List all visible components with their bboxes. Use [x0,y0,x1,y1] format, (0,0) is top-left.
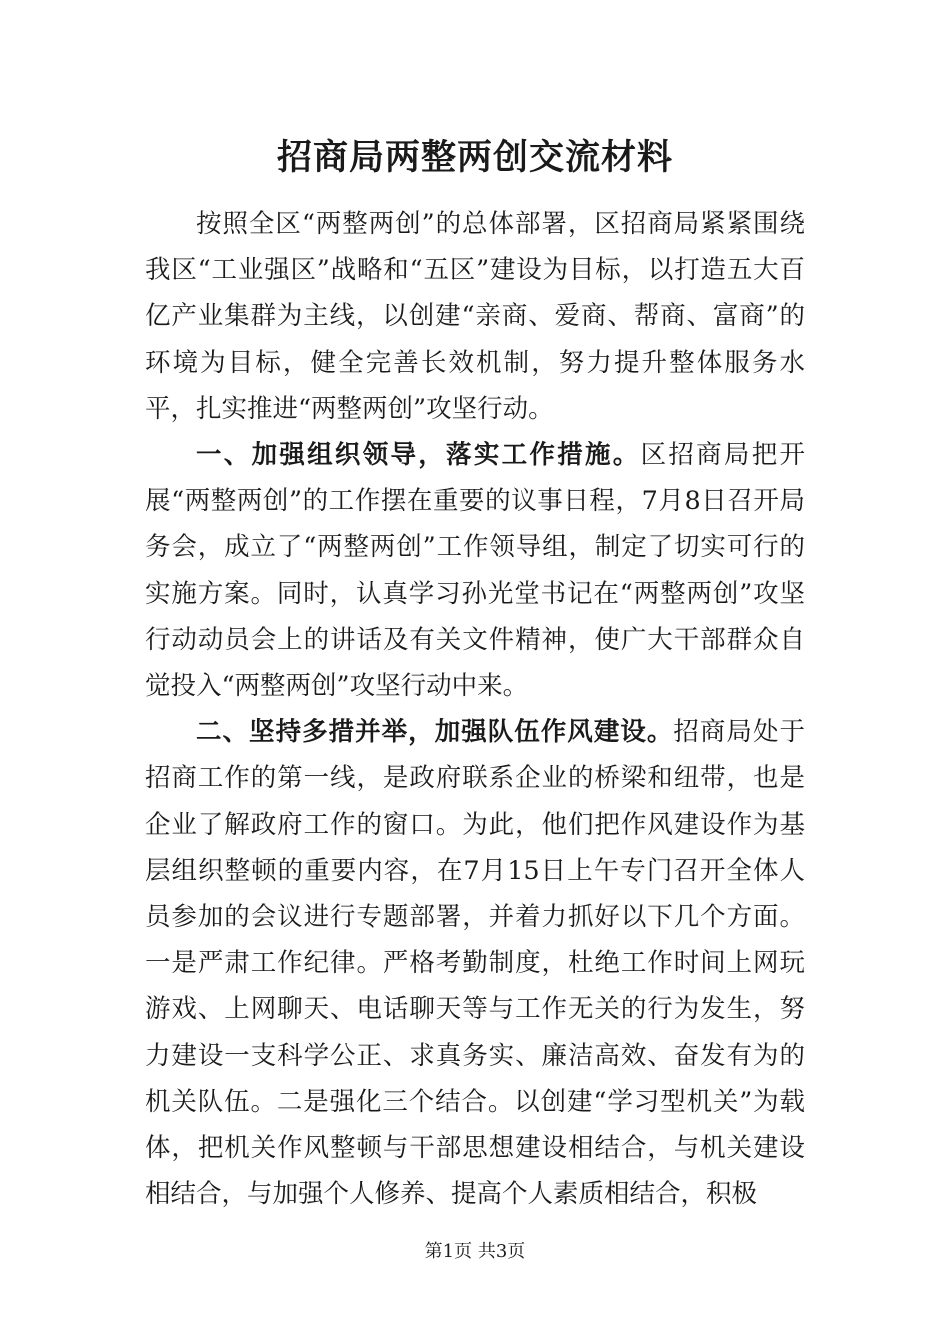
page-number-footer: 第1页 共3页 [424,1241,526,1262]
section-heading: 一、加强组织领导，落实工作措施。 [196,440,641,471]
document-title: 招商局两整两创交流材料 [276,137,673,178]
paragraph-text: 招商局处于招商工作的第一线，是政府联系企业的桥梁和纽带，也是企业了解政府工作的窗口。为此，他们把作风建设作为基层组织整顿的重要内容，在7月15日上午专门召开全体人员参加的会议进行专题部署，并着力抓好以下几个方面。一是严肃工作纪律。严格考勤制度，杜绝工作时间上网玩游戏、上网聊天、电话聊天等与工作无关的行为发生，努力建设一支科学公正、求真务实、廉洁高效、奋发有为的机关队伍。二是强化三个结合。以创建“学习型机关”为载体，把机关作风整顿与干部思想建设相结合，与机关建设相结合，与加强个人修养、提高个人素质相结合，积极 [145,717,805,1210]
paragraph-intro [145,201,805,432]
paragraph-text: 按照全区“两整两创”的总体部署，区招商局紧紧围绕我区“工业强区”战略和“五区”建设为目标，以打造五大百亿产业集群为主线，以创建“亲商、爱商、帮商、富商”的环境为目标，健全完善长效机制，努力提升整体服务水平，扎实推进“两整两创”攻坚行动。 [145,209,805,424]
paragraph-section-1 [145,432,805,709]
paragraph-section-2 [145,709,805,1217]
paragraph-text: 区招商局把开展“两整两创”的工作摆在重要的议事日程，7月8日召开局务会，成立了“两整两创”工作领导组，制定了切实可行的实施方案。同时，认真学习孙光堂书记在“两整两创”攻坚行动动员会上的讲话及有关文件精神，使广大干部群众自觉投入“两整两创”攻坚行动中来。 [145,440,805,702]
section-heading: 二、坚持多措并举，加强队伍作风建设。 [196,717,674,748]
document-body [145,201,805,1217]
